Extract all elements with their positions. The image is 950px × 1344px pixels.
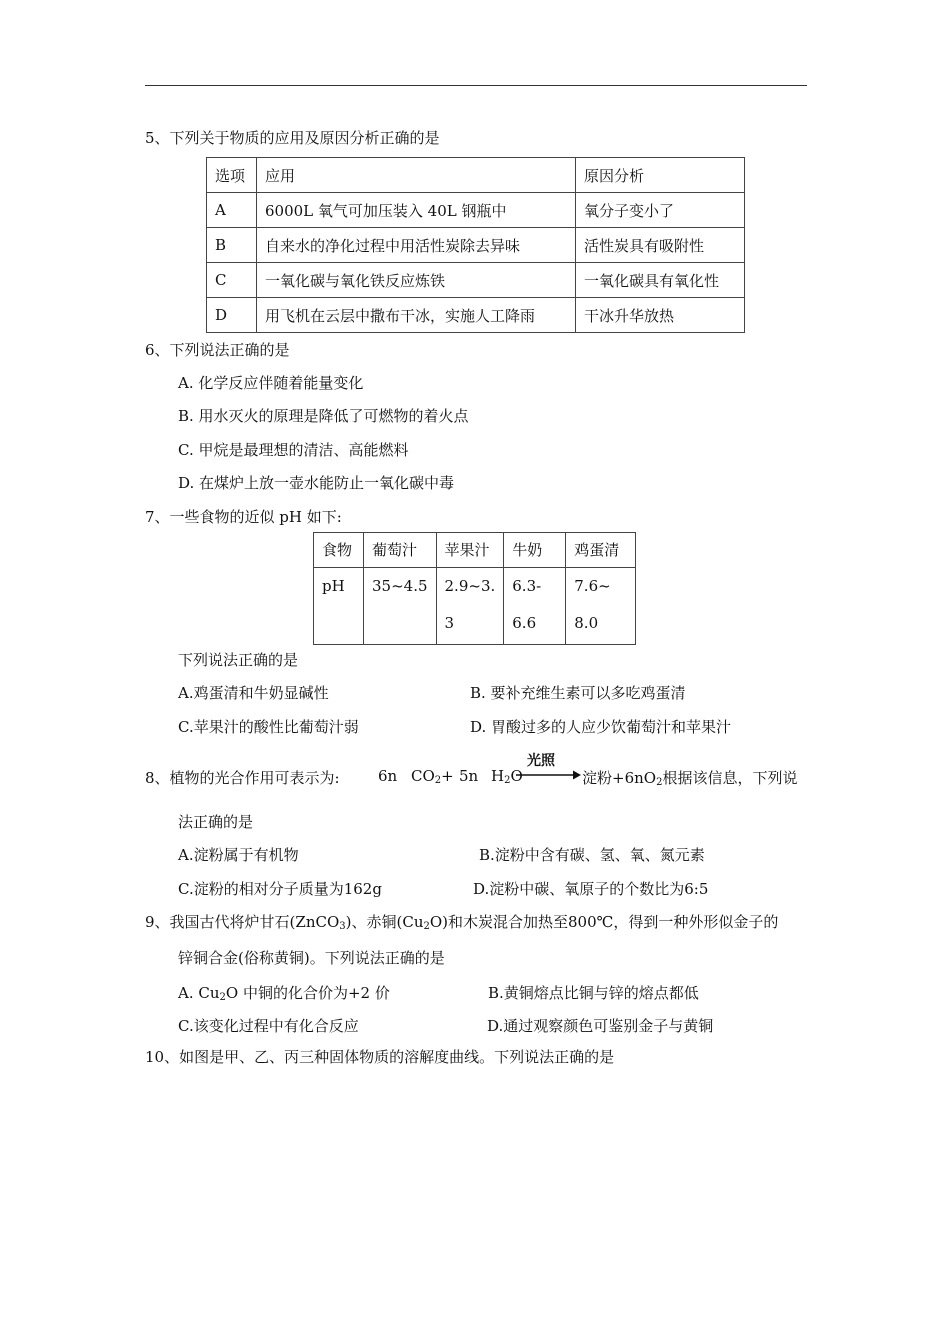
q7-prompt: 下列说法正确的是 xyxy=(178,651,299,669)
q5-cell: 自来水的净化过程中用活性炭除去异味 xyxy=(257,228,576,263)
q7-cell-line: 7.6~ xyxy=(574,577,611,595)
q8-co2-text: CO xyxy=(411,767,435,785)
q8-h-text: H xyxy=(491,767,505,785)
q6-option-b: B. 用水灭火的原理是降低了可燃物的着火点 xyxy=(178,407,469,425)
q5-cell: 6000L 氧气可加压装入 40L 钢瓶中 xyxy=(257,193,576,228)
q10-stem: 10、如图是甲、乙、丙三种固体物质的溶解度曲线。下列说法正确的是 xyxy=(145,1048,615,1066)
q7-header-grape: 葡萄汁 xyxy=(364,533,437,568)
q7-option-b: B. 要补充维生素可以多吃鸡蛋清 xyxy=(470,684,686,702)
q9-opt-a-sub: 2 xyxy=(219,992,226,1003)
q7-header-food: 食物 xyxy=(314,533,364,568)
q7-header-milk: 牛奶 xyxy=(504,533,566,568)
q7-cell-line: 6.6 xyxy=(512,614,537,632)
q7-cell-line: 3 xyxy=(444,614,455,632)
q9-line2: 锌铜合金(俗称黄铜)。下列说法正确的是 xyxy=(178,949,445,967)
q5-cell: B xyxy=(207,228,257,263)
q7-cell xyxy=(566,568,636,645)
q7-cell-line: 35~4.5 xyxy=(372,577,428,595)
table-row xyxy=(207,193,745,228)
q9-option-d: D.通过观察颜色可鉴别金子与黄铜 xyxy=(487,1017,714,1035)
q9-option-c: C.该变化过程中有化合反应 xyxy=(178,1017,359,1035)
q8-option-c: C.淀粉的相对分子质量为162g xyxy=(178,880,382,898)
q8-tail-text: 根据该信息，下列说 xyxy=(662,769,798,787)
q7-header-apple: 苹果汁 xyxy=(436,533,504,568)
q8-o2-sub: 2 xyxy=(656,777,663,788)
q5-cell: C xyxy=(207,263,257,298)
q6-option-c: C. 甲烷是最理想的清洁、高能燃料 xyxy=(178,441,409,459)
q6-stem: 6、下列说法正确的是 xyxy=(145,341,290,359)
q6-option-d: D. 在煤炉上放一壶水能防止一氧化碳中毒 xyxy=(178,474,455,492)
q5-cell: 一氧化碳具有氧化性 xyxy=(576,263,745,298)
q9-sub-2: 2 xyxy=(423,921,430,932)
q9-option-b: B.黄铜熔点比铜与锌的熔点都低 xyxy=(488,984,699,1002)
q6-option-a: A. 化学反应伴随着能量变化 xyxy=(178,374,364,392)
q7-option-a: A.鸡蛋清和牛奶显碱性 xyxy=(178,684,329,702)
q5-cell: 一氧化碳与氧化铁反应炼铁 xyxy=(257,263,576,298)
q7-cell xyxy=(364,568,437,645)
table-row xyxy=(207,228,745,263)
table-row xyxy=(314,568,636,645)
q7-cell-line: 8.0 xyxy=(574,614,599,632)
q9-text-c: O)和木炭混合加热至800℃，得到一种外形似金子的 xyxy=(429,913,779,931)
q9-sub-1: 3 xyxy=(339,921,346,932)
q8-option-a: A.淀粉属于有机物 xyxy=(178,846,299,864)
q8-plus: + xyxy=(441,767,454,785)
q9-opt-a-text-2: O 中铜的化合价为+2 价 xyxy=(225,984,390,1002)
q8-h2o-sub: 2 xyxy=(504,775,511,786)
q8-line2: 法正确的是 xyxy=(178,813,254,831)
q7-option-d: D. 胃酸过多的人应少饮葡萄汁和苹果汁 xyxy=(470,718,732,736)
q7-option-c: C.苹果汁的酸性比葡萄汁弱 xyxy=(178,718,359,736)
table-row xyxy=(207,298,745,333)
q7-header-egg-white: 鸡蛋清 xyxy=(566,533,636,568)
header-rule xyxy=(145,85,807,86)
q9-opt-a-text: A. Cu xyxy=(178,984,220,1002)
q8-option-b: B.淀粉中含有碳、氢、氧、氮元素 xyxy=(479,846,705,864)
q5-cell: A xyxy=(207,193,257,228)
q7-cell-line: 6.3- xyxy=(512,577,542,595)
q7-row-label: pH xyxy=(314,568,364,645)
table-row xyxy=(207,158,745,193)
q8-eq-coefficient-2: 5n xyxy=(459,767,479,785)
q9-text-b: )、赤铜(Cu xyxy=(345,913,424,931)
q8-o-text: O xyxy=(510,767,523,785)
q9-option-a xyxy=(178,982,390,1003)
q5-cell: 用飞机在云层中撒布干冰，实施人工降雨 xyxy=(257,298,576,333)
q8-lead: 8、植物的光合作用可表示为: xyxy=(145,769,340,787)
q5-table xyxy=(206,157,745,333)
q8-eq-co2 xyxy=(411,767,454,786)
table-row xyxy=(207,263,745,298)
q9-text-a: 9、我国古代将炉甘石(ZnCO xyxy=(145,913,340,931)
q7-cell xyxy=(436,568,504,645)
q5-cell: 氧分子变小了 xyxy=(576,193,745,228)
q8-products-text: 淀粉+6nO xyxy=(582,769,657,787)
table-row xyxy=(314,533,636,568)
q5-cell: 活性炭具有吸附性 xyxy=(576,228,745,263)
q5-header-application: 应用 xyxy=(257,158,576,193)
q7-cell xyxy=(504,568,566,645)
q7-cell-line: 2.9~3. xyxy=(444,577,496,595)
q8-option-d: D.淀粉中碳、氧原子的个数比为6:5 xyxy=(473,880,709,898)
q7-table xyxy=(313,532,636,645)
q5-header-reason: 原因分析 xyxy=(576,158,745,193)
q8-eq-coefficient: 6n xyxy=(378,767,398,785)
q5-header-option: 选项 xyxy=(207,158,257,193)
q5-stem: 5、下列关于物质的应用及原因分析正确的是 xyxy=(145,129,440,147)
q5-cell: 干冰升华放热 xyxy=(576,298,745,333)
reaction-arrow-icon xyxy=(515,769,581,781)
q8-eq-products xyxy=(582,767,797,788)
q5-cell: D xyxy=(207,298,257,333)
q9-line1 xyxy=(145,911,778,932)
q8-co2-sub: 2 xyxy=(434,775,442,786)
q8-arrow-label: 光照 xyxy=(527,753,555,769)
q7-stem: 7、一些食物的近似 pH 如下: xyxy=(145,508,342,526)
